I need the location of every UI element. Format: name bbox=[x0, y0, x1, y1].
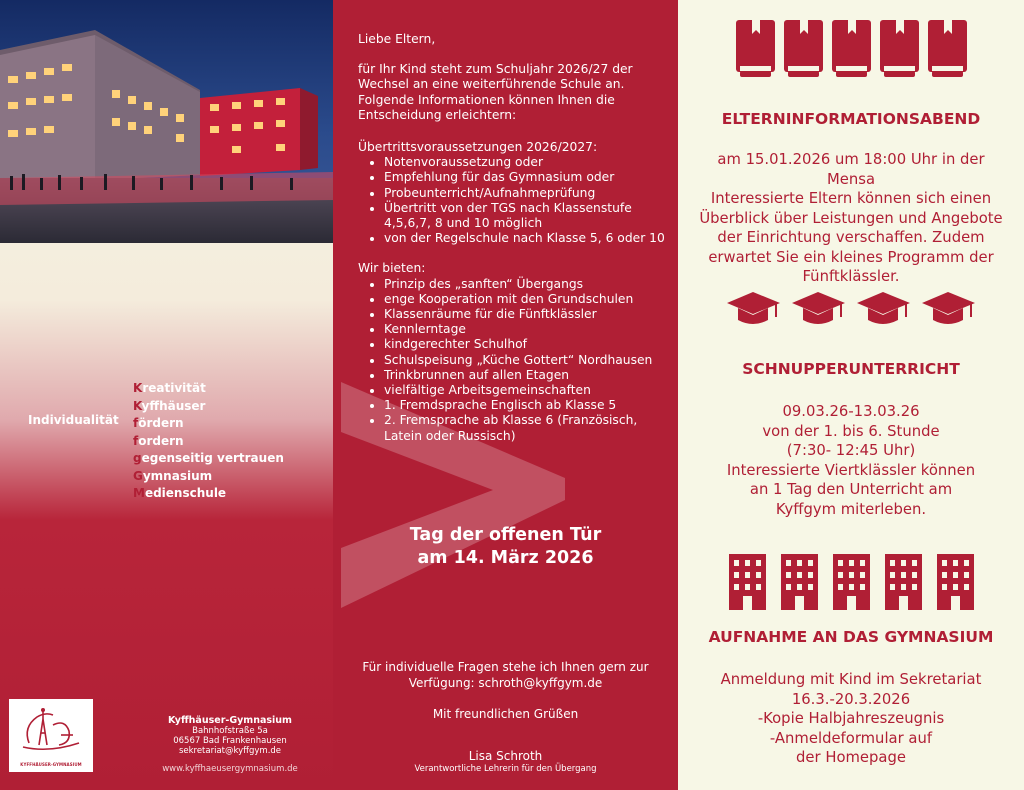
motto-line: Gymnasium bbox=[133, 468, 213, 483]
graduation-cap-icon bbox=[791, 290, 846, 328]
list-item: • Kennlerntage bbox=[384, 322, 668, 337]
book-icon bbox=[736, 20, 775, 79]
open-day-line: Tag der offenen Tür bbox=[409, 525, 602, 545]
list-item: • von der Regelschule nach Klasse 5, 6 oder 10 bbox=[384, 231, 668, 246]
logo-caption: KYFFHÄUSER-GYMNASIUM bbox=[20, 762, 82, 767]
building-icon bbox=[885, 554, 922, 610]
left-panel bbox=[0, 0, 333, 790]
school-building-photo bbox=[0, 0, 333, 243]
open-day-heading bbox=[333, 524, 678, 570]
section-body-trial-lessons: 09.03.26-13.03.26 von der 1. bis 6. Stunde (7:30- 12:45 Uhr) Interessierte Viertklässler können an 1 Tag den Unterricht am Kyffgym miterleben. bbox=[726, 403, 976, 518]
list-item: • Trinkbrunnen auf allen Etagen bbox=[384, 368, 668, 383]
list-item: • kindgerechter Schulhof bbox=[384, 337, 668, 352]
signature-role: Verantwortliche Lehrerin für den Übergang bbox=[414, 764, 597, 774]
right-panel bbox=[678, 0, 1024, 790]
building-icon bbox=[937, 554, 974, 610]
school-street: Bahnhofstraße 5a bbox=[192, 726, 268, 736]
section-title-info-evening: ELTERNINFORMATIONSABEND bbox=[721, 110, 981, 128]
graduation-cap-icon bbox=[921, 290, 976, 328]
motto-individualitaet: Individualität bbox=[28, 413, 119, 427]
book-icon-row bbox=[678, 20, 1024, 79]
graduation-cap-icon bbox=[856, 290, 911, 328]
school-website-link[interactable]: www.kyffhaeusergymnasium.de bbox=[162, 764, 298, 774]
motto-lines bbox=[133, 380, 284, 503]
contact-block bbox=[333, 660, 678, 775]
offers-list bbox=[358, 277, 668, 444]
letter-intro: für Ihr Kind steht zum Schuljahr 2026/27 der Wechsel an eine weiterführende Schule an. Folgende Informationen können Ihnen die Entscheidung erleichtern: bbox=[358, 62, 633, 122]
list-item: • Klassenräume für die Fünftklässler bbox=[384, 307, 668, 322]
motto-line: Kreativität bbox=[133, 381, 206, 395]
open-day-date: am 14. März 2026 bbox=[417, 548, 594, 568]
graduation-cap-icon bbox=[726, 290, 781, 328]
motto-line: fördern bbox=[133, 416, 184, 430]
graduation-cap-icon-row bbox=[678, 290, 1024, 328]
letter-greeting: Liebe Eltern, bbox=[358, 32, 436, 46]
building-icon bbox=[833, 554, 870, 610]
requirements-heading: Übertrittsvoraussetzungen 2026/2027: bbox=[358, 140, 598, 155]
list-item: • Empfehlung für das Gymnasium oder bbox=[384, 170, 668, 185]
list-item: • Übertritt von der TGS nach Klassenstufe 4,5,6,7, 8 und 10 möglich bbox=[384, 201, 668, 231]
book-icon bbox=[880, 20, 919, 79]
section-title-admission: AUFNAHME AN DAS GYMNASIUM bbox=[708, 628, 994, 646]
section-body-info-evening: am 15.01.2026 um 18:00 Uhr in der Mensa Interessierte Eltern können sich einen Überblick über Leistungen und Angebote der Einrichtung verschaffen. Zudem erwartet Sie ein kleines Programm der Fünftklässler. bbox=[699, 151, 1003, 285]
middle-panel bbox=[333, 0, 678, 790]
school-name: Kyffhäuser-Gymnasium bbox=[168, 715, 292, 726]
motto-line: gegenseitig vertrauen bbox=[133, 451, 284, 465]
requirements-list bbox=[358, 155, 668, 246]
list-item: • Probeunterricht/Aufnahmeprüfung bbox=[384, 186, 668, 201]
signature-name: Lisa Schroth bbox=[468, 748, 543, 763]
building-icon bbox=[729, 554, 766, 610]
book-icon bbox=[784, 20, 823, 79]
closing-text: Mit freundlichen Grüßen bbox=[432, 707, 579, 721]
list-item: • Notenvoraussetzung oder bbox=[384, 155, 668, 170]
list-item: • Schulspeisung „Küche Gottert“ Nordhausen bbox=[384, 353, 668, 368]
list-item: • 2. Fremsprache ab Klasse 6 (Französisch, Latein oder Russisch) bbox=[384, 413, 668, 443]
list-item: • enge Kooperation mit den Grundschulen bbox=[384, 292, 668, 307]
school-address bbox=[150, 716, 310, 774]
section-title-trial-lessons: SCHNUPPERUNTERRICHT bbox=[742, 360, 960, 378]
list-item: • Prinzip des „sanften“ Übergangs bbox=[384, 277, 668, 292]
school-logo bbox=[9, 699, 93, 772]
section-body-admission: Anmeldung mit Kind im Sekretariat 16.3.-20.3.2026 -Kopie Halbjahreszeugnis -Anmeldeformular auf der Homepage bbox=[720, 671, 982, 766]
motto-line: fordern bbox=[133, 433, 184, 448]
kyffgym-logo-icon bbox=[9, 699, 93, 759]
building-icon-row bbox=[678, 554, 1024, 610]
offers-heading: Wir bieten: bbox=[358, 261, 426, 276]
building-icon bbox=[781, 554, 818, 610]
list-item: • 1. Fremdsprache Englisch ab Klasse 5 bbox=[384, 398, 668, 413]
book-icon bbox=[832, 20, 871, 79]
book-icon bbox=[928, 20, 967, 79]
motto-block bbox=[0, 378, 333, 498]
list-item: • vielfältige Arbeitsgemeinschaften bbox=[384, 383, 668, 398]
school-city: 06567 Bad Frankenhausen bbox=[173, 736, 287, 746]
motto-line: Kyffhäuser bbox=[133, 398, 206, 413]
contact-text: Für individuelle Fragen stehe ich Ihnen gern zur Verfügung: schroth@kyffgym.de bbox=[362, 660, 649, 690]
motto-line: Medienschule bbox=[133, 486, 227, 500]
school-email[interactable]: sekretariat@kyffgym.de bbox=[178, 746, 282, 756]
letter-text bbox=[358, 32, 668, 444]
